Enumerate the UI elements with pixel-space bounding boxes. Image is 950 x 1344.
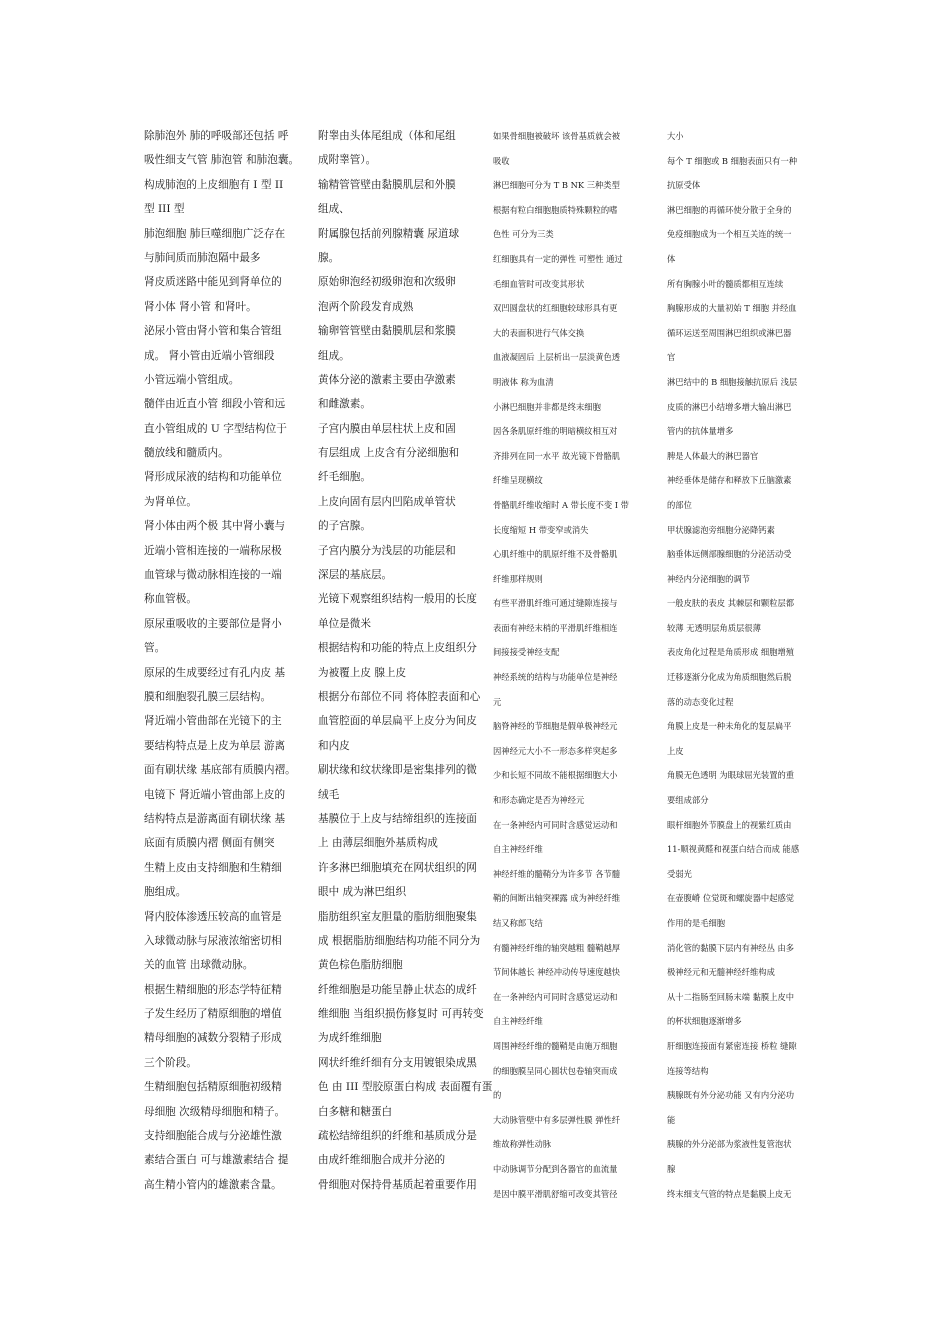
text-line: 齐排列在同一水平 故光镜下骨骼肌 — [493, 450, 621, 461]
text-line: 和内皮 — [318, 739, 350, 752]
text-line: 黄色棕色脂肪细胞 — [318, 959, 403, 972]
text-line: 要结构特点是上皮为单层 游离 — [144, 739, 286, 752]
text-line: 肾近端小管曲部在光镜下的主 — [144, 715, 282, 728]
text-line: 疏松结缔组织的纤维和基质成分是 — [318, 1130, 477, 1143]
text-line: 三个阶段。 — [144, 1056, 197, 1069]
text-line: 官 — [667, 352, 676, 363]
text-line: 组成。 — [318, 349, 350, 362]
text-line: 刷状缘和纹状缘即是密集排列的微 — [318, 764, 477, 777]
text-column-1 — [144, 124, 300, 1197]
text-column-2 — [318, 124, 493, 1197]
text-line: 受弱光 — [667, 868, 692, 879]
text-line: 上皮 — [667, 745, 684, 756]
text-line: 维故称弹性动脉 — [493, 1139, 552, 1150]
text-line: 胰腺的外分泌部为浆液性复管泡状 — [667, 1139, 792, 1150]
text-line: 有髓神经纤维的轴突越粗 髓鞘越厚 — [493, 942, 621, 953]
text-line: 底面有质膜内褶 侧面有侧突 — [144, 837, 275, 850]
text-line: 神经内分泌细胞的调节 — [667, 573, 750, 584]
text-line: 成附睾管）。 — [318, 154, 377, 167]
text-line: 淋巴细胞可分为 T B NK 三种类型 — [493, 180, 620, 191]
text-line: 淋巴结中的 B 细胞接触抗原后 浅层 — [667, 376, 798, 387]
text-line: 管。 — [144, 642, 166, 655]
text-line: 由成纤维细胞合成并分泌的 — [318, 1154, 446, 1167]
text-line: 极神经元和无髓神经纤维构成 — [667, 967, 775, 978]
text-line: 因神经元大小不一形态多样突起多 — [493, 745, 618, 756]
text-line: 纤维那样规则 — [493, 573, 543, 584]
text-line: 面有刷状缘 基底部有质膜内褶。 — [144, 764, 296, 777]
text-line: 膜和细胞裂孔膜三层结构。 — [144, 690, 272, 703]
text-line: 淋巴细胞的再循环使分散于全身的 — [667, 204, 792, 215]
text-line: 生精细胞包括精原细胞初级精 — [144, 1081, 282, 1094]
text-line: 角膜上皮是一种未角化的复层扁平 — [667, 721, 792, 732]
text-line: 为被覆上皮 腺上皮 — [318, 666, 407, 679]
text-line: 和雌激素。 — [318, 398, 371, 411]
text-line: 和形态确定是否为神经元 — [493, 795, 585, 806]
text-line: 自主神经纤维 — [493, 1016, 543, 1027]
text-line: 是因中膜平滑肌舒缩可改变其管径 — [493, 1188, 618, 1199]
text-line: 胰腺既有外分泌功能 又有内分泌功 — [667, 1090, 795, 1101]
text-line: 为肾单位。 — [144, 495, 197, 508]
text-line: 黄体分泌的激素主要由孕激素 — [318, 373, 456, 386]
text-line: 为成纤维细胞 — [318, 1032, 382, 1045]
text-line: 附属腺包括前列腺精囊 尿道球 — [318, 227, 460, 240]
text-line: 明液体 称为血清 — [493, 376, 554, 387]
text-line: 网状纤维纤细有分支用镀银染成黑 — [318, 1056, 477, 1069]
text-line: 抗原受体 — [667, 180, 701, 191]
text-line: 肾小体 肾小管 和肾叶。 — [144, 300, 257, 313]
text-line: 鞘的间断出轴突裸露 成为神经纤维 — [493, 893, 621, 904]
text-line: 生精上皮由支持细胞和生精细 — [144, 861, 282, 874]
text-line: 所有胸腺小叶的髓质都相互连续 — [667, 278, 784, 289]
text-line: 基膜位于上皮与结缔组织的连接面 — [318, 812, 477, 825]
text-line: 髓伴由近直小管 细段小管和远 — [144, 398, 286, 411]
text-line: 色 由 III 型胶原蛋白构成 表面覆有蛋 — [318, 1081, 493, 1094]
text-line: 根据生精细胞的形态学特征精 — [144, 983, 282, 996]
text-line: 附睾由头体尾组成（体和尾组 — [318, 130, 456, 142]
text-line: 迁移逐渐分化成为角质细胞然后脱 — [667, 672, 792, 683]
text-line: 肾形成尿液的结构和功能单位 — [144, 471, 282, 484]
text-line: 在一条神经内可同时含感觉运动和 — [493, 819, 618, 830]
text-line: 与肺间质而肺泡隔中最多 — [144, 251, 261, 264]
text-line: 构成肺泡的上皮细胞有 I 型 II — [144, 178, 284, 191]
text-line: 消化管的黏膜下层内有神经丛 由多 — [667, 942, 795, 953]
text-line: 肺泡细胞 肺巨噬细胞广泛存在 — [144, 227, 286, 240]
text-line: 母细胞 次级精母细胞和精子。 — [144, 1105, 286, 1118]
text-line: 的细胞膜呈同心圆状包卷轴突而成 — [493, 1065, 618, 1076]
text-line: 大动脉管壁中有多层弹性膜 弹性纤 — [493, 1114, 621, 1125]
text-line: 子宫内膜由单层柱状上皮和固 — [318, 422, 456, 435]
text-line: 少和长短不同故不能根据细胞大小 — [493, 770, 618, 781]
text-line: 子发生经历了精原细胞的增值 — [144, 1008, 282, 1021]
text-column-4 — [667, 124, 813, 1206]
text-line: 的子宫腺。 — [318, 520, 371, 533]
text-line: 周围神经纤维的髓鞘是由施万细胞 — [493, 1040, 618, 1051]
text-line: 深层的基底层。 — [318, 569, 393, 582]
text-line: 较薄 无透明层角质层很薄 — [667, 622, 761, 633]
text-line: 血液凝固后 上层析出一层淡黄色透 — [493, 352, 621, 363]
text-line: 根据分布部位不同 将体腔表面和心 — [318, 690, 481, 703]
text-line: 管内的抗体量增多 — [667, 426, 734, 437]
text-line: 肾皮质迷路中能见到肾单位的 — [144, 276, 282, 289]
text-line: 免疫细胞成为一个相互关连的统一 — [667, 229, 792, 240]
text-line: 甲状腺滤泡旁细胞分泌降钙素 — [667, 524, 775, 535]
text-line: 泡两个阶段发育成熟 — [318, 300, 414, 313]
text-line: 髓放线和髓质内。 — [144, 447, 229, 460]
text-line: 每个 T 细胞或 B 细胞表面只有一种 — [667, 155, 798, 166]
text-line: 原始卵泡经初级卵泡和次级卵 — [318, 276, 456, 289]
text-line: 表皮角化过程是角质形成 细胞增殖 — [667, 647, 795, 658]
text-line: 入球微动脉与尿液浓缩密切相 — [144, 934, 282, 947]
text-line: 关的血管 出球微动脉。 — [144, 959, 254, 972]
text-line: 上皮向固有层内凹陷成单管状 — [318, 495, 456, 508]
text-line: 骨细胞对保持骨基质起着重要作用 — [318, 1178, 477, 1191]
text-line: 原尿重吸收的主要部位是肾小 — [144, 617, 282, 630]
text-line: 称血管极。 — [144, 593, 197, 606]
text-line: 的部位 — [667, 499, 692, 510]
text-line: 有层组成 上皮含有分泌细胞和 — [318, 447, 460, 460]
text-line: 肾小体由两个极 其中肾小囊与 — [144, 520, 286, 533]
text-line: 11-顺视黄醛和视蛋白结合而成 能感 — [667, 844, 800, 855]
text-line: 大小 — [667, 131, 684, 141]
text-line: 输卵管管壁由黏膜肌层和浆膜 — [318, 325, 456, 338]
text-line: 支持细胞能合成与分泌雄性激 — [144, 1130, 282, 1143]
text-line: 毛细血管时可改变其形状 — [493, 278, 585, 289]
text-line: 型 III 型 — [144, 203, 185, 216]
text-line: 光镜下观察组织结构一般用的长度 — [318, 593, 477, 606]
text-line: 成 根据脂肪细胞结构功能不同分为 — [318, 934, 481, 947]
text-line: 长度缩短 H 带变窄或消失 — [493, 524, 589, 535]
text-line: 肝细胞连接面有紧密连接 桥粒 缝隙 — [667, 1040, 797, 1051]
text-line: 原尿的生成要经过有孔内皮 基 — [144, 666, 286, 679]
text-line: 胞组成。 — [144, 886, 187, 899]
text-line: 上 由薄层细胞外基质构成 — [318, 837, 438, 850]
text-column-3 — [493, 124, 643, 1206]
text-line: 如果骨细胞被破坏 该骨基质就会被 — [493, 131, 621, 141]
text-line: 的杯状细胞逐渐增多 — [667, 1016, 742, 1027]
text-line: 要组成部分 — [667, 795, 709, 806]
text-line: 纤维细胞是功能呈静止状态的成纤 — [318, 983, 477, 996]
text-line: 脂肪组织室友胆量的脂肪细胞聚集 — [318, 910, 477, 923]
text-line: 能 — [667, 1114, 676, 1125]
text-line: 间接接受神经支配 — [493, 647, 560, 658]
text-line: 脾是人体最大的淋巴器官 — [667, 450, 759, 461]
text-line: 许多淋巴细胞填充在网状组织的网 — [318, 861, 477, 874]
text-line: 泌尿小管由肾小管和集合管组 — [144, 325, 282, 338]
text-line: 自主神经纤维 — [493, 844, 543, 855]
text-line: 血管腔面的单层扁平上皮分为间皮 — [318, 715, 477, 728]
text-line: 落的动态变化过程 — [667, 696, 734, 707]
text-line: 皮质的淋巴小结增多增大输出淋巴 — [667, 401, 792, 412]
text-line: 根据结构和功能的特点上皮组织分 — [318, 642, 477, 655]
text-line: 小淋巴细胞并非都是终末细胞 — [493, 401, 601, 412]
text-line: 精母细胞的减数分裂精子形成 — [144, 1032, 282, 1045]
text-line: 绒毛 — [318, 788, 340, 801]
text-line: 白多糖和糖蛋白 — [318, 1105, 393, 1118]
text-line: 输精管管壁由黏膜肌层和外膜 — [318, 178, 456, 191]
text-line: 成。 肾小管由近端小管细段 — [144, 349, 275, 362]
text-line: 腺 — [667, 1163, 676, 1174]
text-line: 色性 可分为三类 — [493, 229, 554, 240]
text-line: 纤维呈现横纹 — [493, 475, 543, 486]
text-line: 在一条神经内可同时含感觉运动和 — [493, 991, 618, 1002]
text-line: 终末细支气管的特点是黏膜上皮无 — [667, 1188, 792, 1199]
text-line: 子宫内膜分为浅层的功能层和 — [318, 544, 456, 557]
text-line: 连接等结构 — [667, 1065, 709, 1076]
text-line: 腺。 — [318, 251, 340, 264]
text-line: 因各条肌原纤维的明暗横纹相互对 — [493, 426, 618, 437]
text-line: 元 — [493, 696, 502, 707]
text-line: 体 — [667, 253, 676, 264]
text-line: 大的表面积进行气体交换 — [493, 327, 585, 338]
text-line: 脑脊神经的节细胞是假单极神经元 — [493, 721, 618, 732]
text-line: 脑垂体远侧部腺细胞的分泌活动受 — [667, 549, 792, 560]
text-line: 一般皮肤的表皮 其棘层和颗粒层都 — [667, 598, 795, 609]
text-line: 从十二指肠至回肠末端 黏膜上皮中 — [667, 991, 795, 1002]
text-line: 神经系统的结构与功能单位是神经 — [493, 672, 618, 683]
text-line: 结构特点是游离面有刷状缘 基 — [144, 812, 286, 825]
text-line: 直小管组成的 U 字型结构位于 — [144, 422, 287, 435]
text-line: 维细胞 当组织损伤修复时 可再转变 — [318, 1008, 484, 1021]
text-line: 有些平滑肌纤维可通过缝隙连接与 — [493, 598, 618, 609]
text-line: 作用的是毛细胞 — [667, 918, 726, 928]
text-line: 神经纤维的髓鞘分为许多节 各节髓 — [493, 868, 621, 879]
text-line: 神经垂体是储存和释放下丘脑激素 — [667, 475, 792, 486]
text-line: 双凹圆盘状的红细胞较球形具有更 — [493, 303, 618, 314]
text-line: 结又称郎飞结 — [493, 918, 543, 928]
text-line: 节间体越长 神经冲动传导速度越快 — [493, 967, 621, 978]
text-line: 血管球与微动脉相连接的一端 — [144, 569, 282, 582]
text-line: 根据有粒白细胞胞质特殊颗粒的嗜 — [493, 204, 618, 215]
text-line: 高生精小管内的雄激素含量。 — [144, 1178, 282, 1191]
text-line: 小管远端小管组成。 — [144, 373, 240, 386]
text-line: 吸收 — [493, 155, 510, 166]
text-line: 素结合蛋白 可与雄激素结合 提 — [144, 1154, 289, 1167]
text-line: 在壶腹嵴 位觉斑和螺旋器中起感觉 — [667, 893, 795, 904]
text-line: 肾内胶体渗透压较高的血管是 — [144, 910, 282, 923]
text-line: 近端小管相连接的一端称尿极 — [144, 544, 282, 557]
text-line: 的 — [493, 1090, 502, 1101]
text-line: 组成、 — [318, 203, 350, 216]
text-line: 循环运送至周围淋巴组织或淋巴器 — [667, 327, 792, 338]
text-line: 纤毛细胞。 — [318, 471, 371, 484]
text-line: 眼杆细胞外节膜盘上的视紫红质由 — [667, 819, 792, 830]
text-line: 单位是微米 — [318, 617, 371, 630]
text-line: 电镜下 肾近端小管曲部上皮的 — [144, 788, 286, 801]
text-line: 红细胞具有一定的弹性 可塑性 通过 — [493, 253, 623, 264]
text-line: 心肌纤维中的肌原纤维不及骨骼肌 — [493, 549, 618, 560]
text-line: 表面有神经末梢的平滑肌纤维相连 — [493, 622, 618, 633]
text-line: 胸腺形成的大量初始 T 细胞 并经血 — [667, 303, 797, 314]
text-line: 吸性细支气管 肺泡管 和肺泡囊。 — [144, 154, 300, 167]
text-line: 眼中 成为淋巴组织 — [318, 886, 407, 899]
text-line: 骨骼肌纤维收缩时 A 带长度不变 I 带 — [493, 499, 629, 510]
text-line: 除肺泡外 肺的呼吸部还包括 呼 — [144, 130, 289, 142]
text-line: 角膜无色透明 为眼球屈光装置的重 — [667, 770, 795, 781]
text-line: 中动脉调节分配到各器官的血流量 — [493, 1163, 618, 1174]
